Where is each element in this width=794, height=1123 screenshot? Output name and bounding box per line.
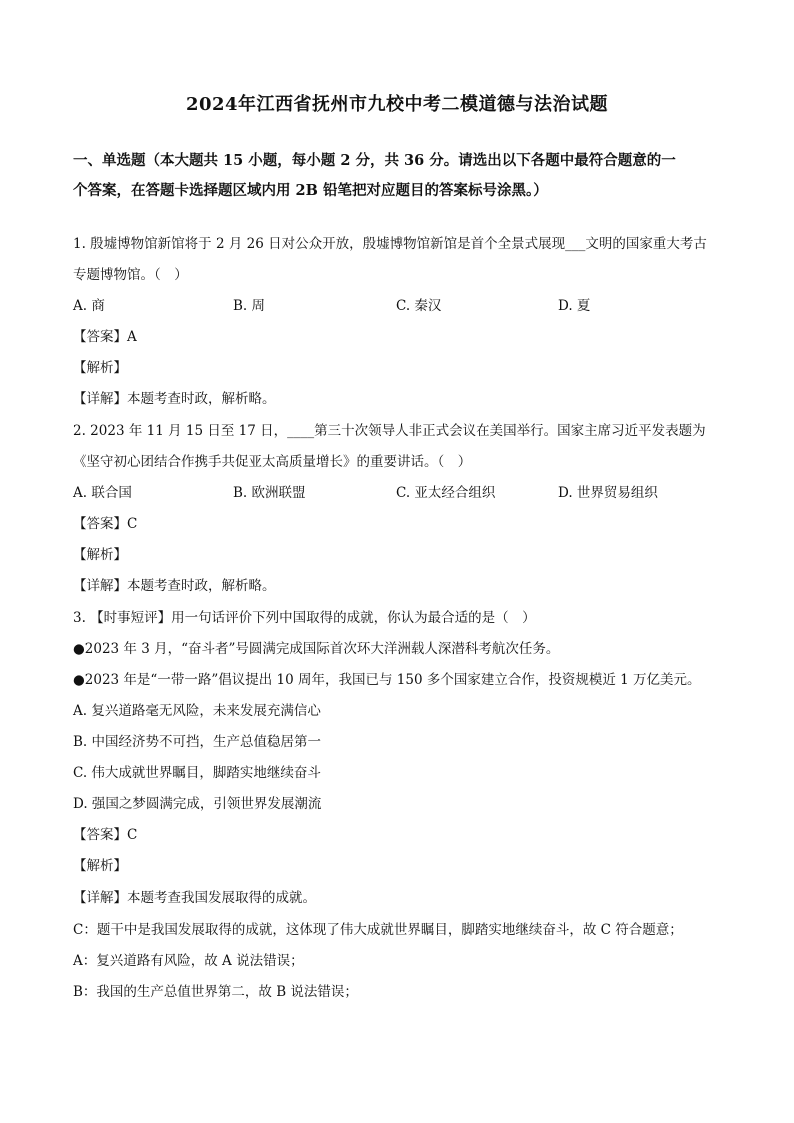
q2-option-b: B. 欧洲联盟 (233, 485, 306, 501)
q2-stem-line-2: 《坚守初心团结合作携手共促亚太高质量增长》的重要讲话。（ ） (73, 454, 472, 470)
q3-analysis-label: 【解析】 (73, 858, 127, 874)
section-heading (73, 146, 733, 206)
q3-bullet-1: ●2023 年 3 月，“奋斗者”号圆满完成国际首次环大洋洲载人深潜科考航次任务。 (73, 641, 560, 657)
q3-option-d: D. 强国之梦圆满完成，引领世界发展潮流 (73, 796, 322, 812)
q3-option-c: C. 伟大成就世界瞩目，脚踏实地继续奋斗 (73, 765, 321, 781)
q3-bullet-2: ●2023 年是“一带一路”倡议提出 10 周年，我国已与 150 多个国家建立合作，投资规模近 1 万亿美元。 (73, 672, 701, 688)
q1-option-c: C. 秦汉 (396, 298, 442, 314)
q3-explain-c: C：题干中是我国发展取得的成就，这体现了伟大成就世界瞩目，脚踏实地继续奋斗，故 C 符合题意； (73, 922, 683, 938)
q2-option-a: A. 联合国 (73, 485, 132, 501)
q3-option-b: B. 中国经济势不可挡，生产总值稳居第一 (73, 734, 322, 750)
q3-option-a: A. 复兴道路毫无风险，未来发展充满信心 (73, 703, 321, 719)
q1-option-b: B. 周 (233, 298, 266, 314)
q3-stem: 3. 【时事短评】用一句话评价下列中国取得的成就，你认为最合适的是（ ） (73, 610, 536, 626)
q1-analysis-label: 【解析】 (73, 360, 127, 376)
q2-stem-line-1: 2. 2023 年 11 月 15 日至 17 日，____第三十次领导人非正式会议在美国举行。国家主席习近平发表题为 (73, 423, 706, 439)
q3-detail: 【详解】本题考查我国发展取得的成就。 (73, 890, 316, 906)
q2-option-c: C. 亚太经合组织 (396, 485, 496, 501)
page-title: 2024年江西省抚州市九校中考二模道德与法治试题 (185, 94, 609, 115)
q2-option-d: D. 世界贸易组织 (558, 485, 658, 501)
q1-detail: 【详解】本题考查时政，解析略。 (73, 391, 276, 407)
q3-explain-b: B：我国的生产总值世界第二，故 B 说法错误； (73, 984, 358, 1000)
section-heading-line-1: 一、单选题（本大题共 15 小题，每小题 2 分，共 36 分。请选出以下各题中最符合题意的一 (73, 152, 676, 169)
q2-analysis-label: 【解析】 (73, 547, 127, 563)
q1-answer: 【答案】A (73, 329, 137, 345)
section-heading-line-2: 个答案，在答题卡选择题区域内用 2B 铅笔把对应题目的答案标号涂黑。） (73, 182, 548, 199)
q1-stem-line-1: 1. 殷墟博物馆新馆将于 2 月 26 日对公众开放，殷墟博物馆新馆是首个全景式展现___文明的国家重大考古 (73, 236, 707, 252)
q2-answer: 【答案】C (73, 516, 138, 532)
q1-stem-line-2: 专题博物馆。（ ） (73, 267, 188, 283)
q3-answer: 【答案】C (73, 827, 138, 843)
q1-option-d: D. 夏 (558, 298, 591, 314)
q3-explain-a: A：复兴道路有风险，故 A 说法错误； (73, 953, 304, 969)
q2-detail: 【详解】本题考查时政，解析略。 (73, 578, 276, 594)
q1-option-a: A. 商 (73, 298, 105, 314)
